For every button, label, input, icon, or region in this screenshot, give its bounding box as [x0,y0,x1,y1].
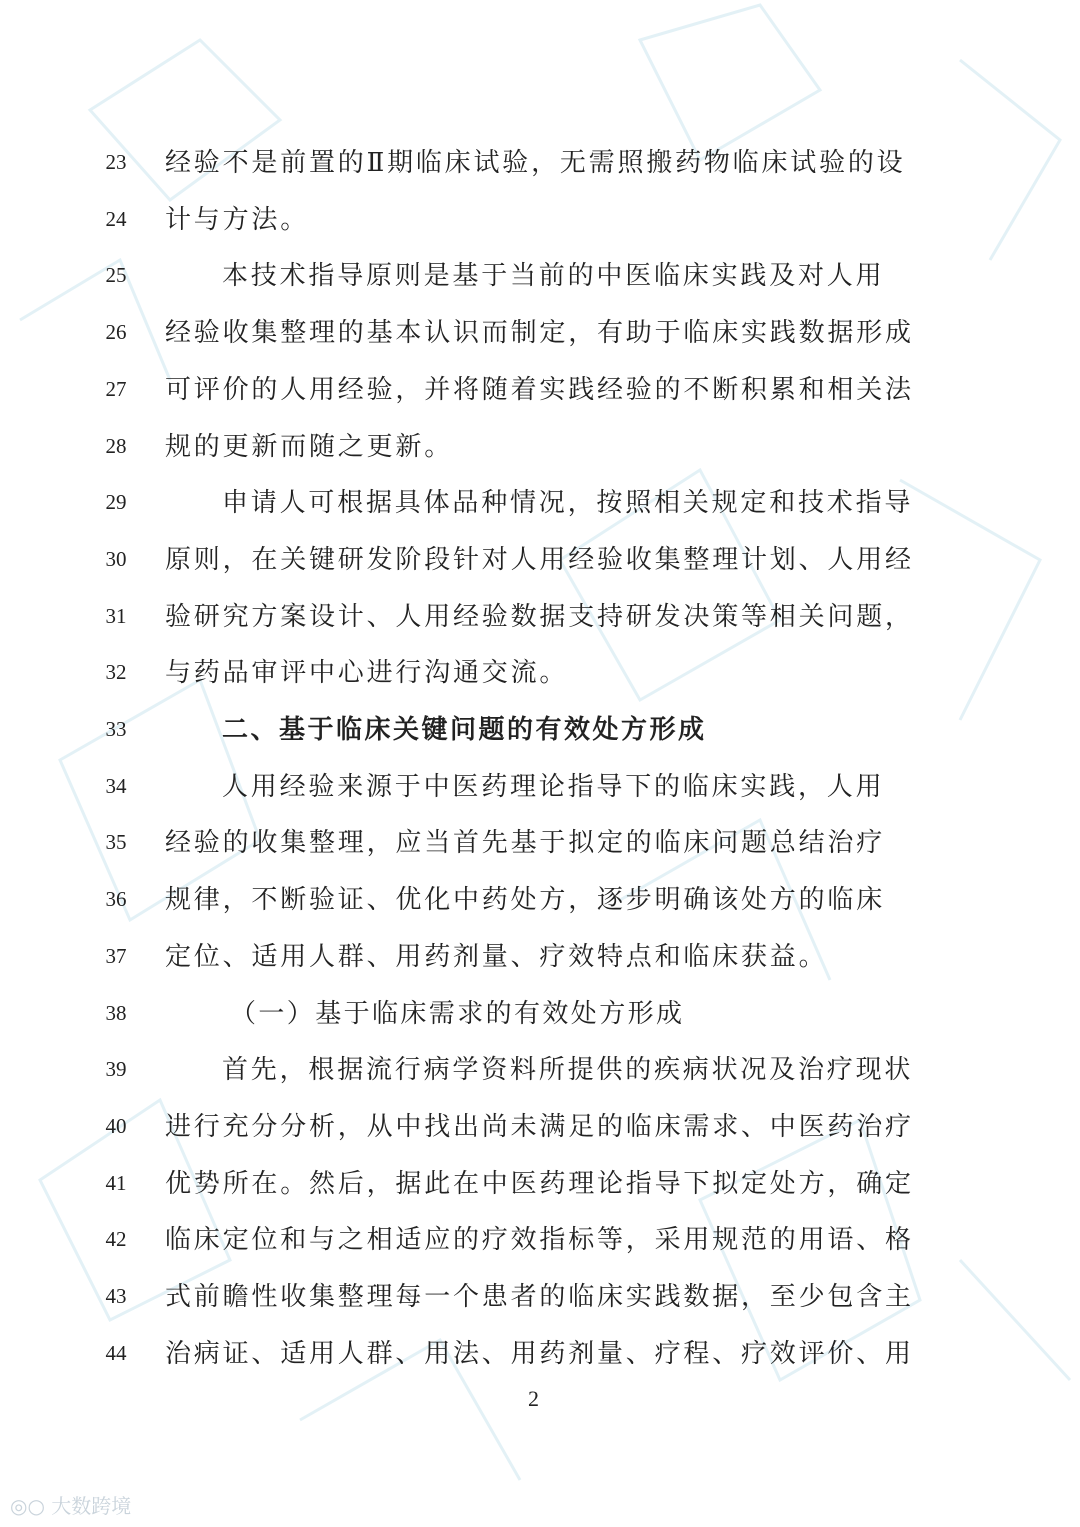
line-number: 35 [105,830,127,855]
line-text: 验研究方案设计、人用经验数据支持研发决策等相关问题， [165,601,914,632]
line-number: 37 [105,943,127,968]
line-text: 与药品审评中心进行沟通交流。 [165,658,569,689]
line-text: 临床定位和与之相适应的疗效指标等，采用规范的用语、格 [165,1225,914,1256]
document-line [0,197,1080,237]
line-text: 优势所在。然后，据此在中医药理论指导下拟定处方，确定 [165,1168,914,1199]
line-text: 规律，不断验证、优化中药处方，逐步明确该处方的临床 [165,885,886,916]
line-number: 25 [105,263,127,288]
line-number: 24 [105,206,127,231]
line-text: 规的更新而随之更新。 [165,431,454,462]
line-text: 申请人可根据具体品种情况，按照相关规定和技术指导 [222,488,914,519]
line-number: 34 [105,773,127,798]
line-number: 33 [105,717,127,741]
document-line [0,707,1080,747]
line-text: 计与方法。 [165,204,310,235]
document-line [0,820,1080,860]
line-text: 首先，根据流行病学资料所提供的疾病状况及治疗现状 [222,1055,914,1086]
document-line [0,1217,1080,1257]
line-text: 本技术指导原则是基于当前的中医临床实践及对人用 [222,261,885,292]
line-text: 人用经验来源于中医药理论指导下的临床实践，人用 [222,771,885,802]
document-line [0,991,1080,1031]
line-number: 40 [105,1113,127,1138]
line-number: 29 [105,490,127,515]
line-text: 原则，在关键研发阶段针对人用经验收集整理计划、人用经 [165,544,914,575]
document-line [0,253,1080,293]
line-text: 经验不是前置的Ⅱ期临床试验，无需照搬药物临床试验的设 [165,148,906,178]
document-line [0,877,1080,917]
document-line [0,934,1080,974]
line-number: 31 [105,603,127,628]
line-text: 可评价的人用经验，并将随着实践经验的不断积累和相关法 [165,374,914,405]
line-text: 定位、适用人群、用药剂量、疗效特点和临床获益。 [165,941,828,972]
document-line [0,537,1080,577]
document-line [0,140,1080,180]
document-line [0,650,1080,690]
line-text: 经验收集整理的基本认识而制定，有助于临床实践数据形成 [165,318,914,349]
document-line [0,367,1080,407]
document-line [0,764,1080,804]
document-line [0,1047,1080,1087]
line-number: 36 [105,887,127,912]
page-number: 2 [528,1386,539,1411]
line-number: 32 [105,660,127,685]
line-text: 经验的收集整理，应当首先基于拟定的临床问题总结治疗 [165,828,886,859]
document-line [0,424,1080,464]
line-number: 26 [105,320,127,345]
document-line [0,310,1080,350]
line-number: 43 [105,1284,127,1308]
line-number: 39 [105,1057,127,1082]
document-line [0,480,1080,520]
line-text: 式前瞻性收集整理每一个患者的临床实践数据，至少包含主 [165,1282,914,1312]
document-line [0,1161,1080,1201]
line-text: 治病证、适用人群、用法、用药剂量、疗程、疗效评价、用 [165,1338,914,1369]
subsection-heading: （一）基于临床需求的有效处方形成 [230,998,685,1029]
line-text: 进行充分分析，从中找出尚未满足的临床需求、中医药治疗 [165,1111,914,1142]
logo-icon: ◎○ [10,1494,52,1518]
document-line [0,1331,1080,1371]
line-number: 30 [105,546,127,571]
watermark-logo: ◎○ 大数跨境 [10,1494,132,1518]
line-number: 41 [105,1170,127,1195]
document-line [0,594,1080,634]
document-line [0,1104,1080,1144]
section-heading: 二、基于临床关键问题的有效处方形成 [222,715,707,745]
document-line [0,1274,1080,1314]
line-number: 23 [105,150,127,174]
line-number: 44 [105,1340,127,1365]
line-number: 28 [105,433,127,458]
line-number: 42 [105,1227,127,1252]
line-number: 27 [105,376,127,401]
line-number: 38 [105,1000,127,1025]
